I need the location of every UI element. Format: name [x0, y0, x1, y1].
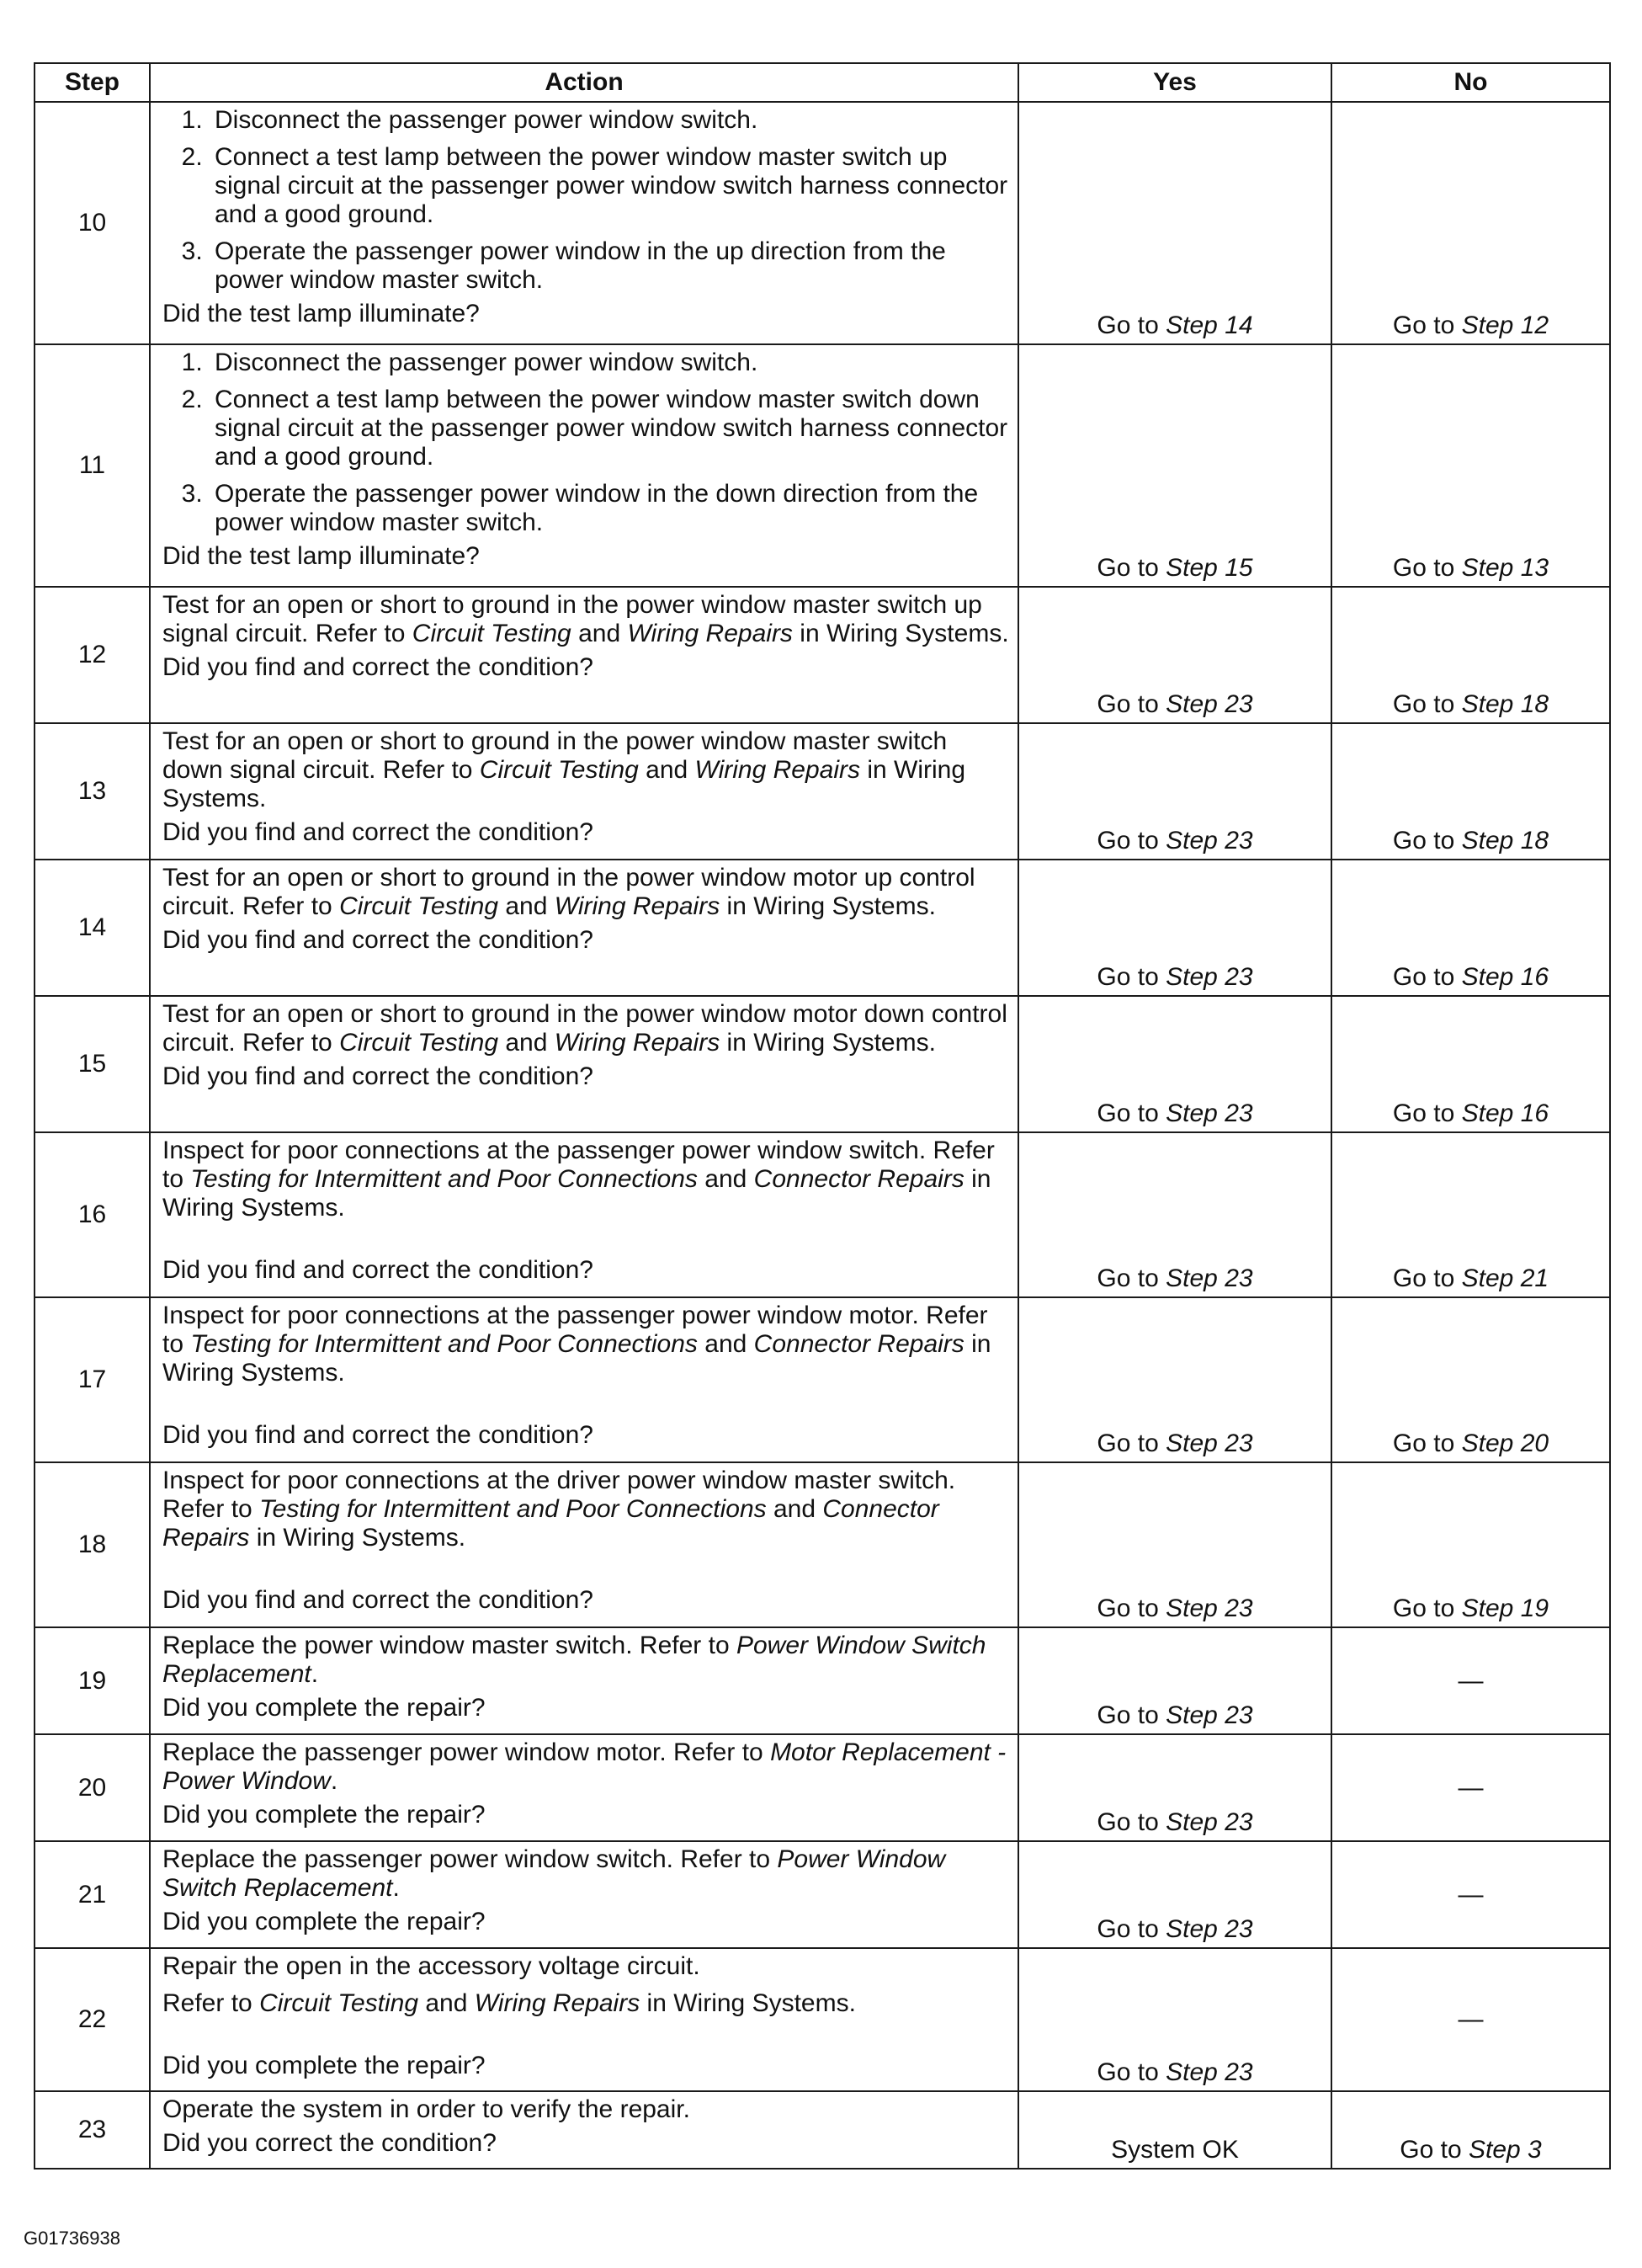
yes-cell [1018, 996, 1331, 1132]
goto-prefix: Go to [1392, 963, 1455, 991]
goto-prefix: Go to [1392, 554, 1455, 582]
sub-step-list [162, 349, 1009, 537]
reference-link[interactable]: Testing for Intermittent and Poor Connections [190, 1165, 698, 1193]
reference-link[interactable]: Circuit Testing [339, 1029, 499, 1057]
reference-link[interactable]: Circuit Testing [339, 892, 499, 920]
text-segment: . [311, 1660, 319, 1688]
text-segment: Replace the passenger power window switch. Refer to [162, 1845, 778, 1873]
goto-prefix: Go to [1392, 1595, 1455, 1622]
action-text [162, 1000, 1009, 1057]
no-cell [1331, 1132, 1610, 1297]
action-cell [150, 1734, 1018, 1841]
goto-step-ref: Step 15 [1166, 554, 1253, 582]
reference-link[interactable]: Motor Replacement - Power Window [162, 1738, 1007, 1795]
goto-step-ref: Step 23 [1166, 1915, 1253, 1943]
text-segment: and [418, 1989, 475, 2017]
yes-cell [1018, 587, 1331, 723]
table-row [35, 1132, 1610, 1297]
sub-step: 2. Connect a test lamp between the power window master switch down signal circuit at the passenger power window switch harness connector and a good ground. [210, 386, 1009, 471]
reference-link[interactable]: Circuit Testing [259, 1989, 419, 2017]
text-segment: and [498, 892, 555, 920]
yes-cell [1018, 1841, 1331, 1948]
goto-prefix: Go to [1392, 1429, 1455, 1457]
yes-cell [1018, 1297, 1331, 1462]
text-segment: and [638, 756, 695, 784]
header-no: No [1331, 63, 1610, 102]
no-cell [1331, 1462, 1610, 1627]
goto-prefix: Go to [1400, 2136, 1462, 2164]
goto-step-ref: Step 23 [1166, 1099, 1253, 1127]
action-text [162, 1467, 1009, 1552]
text-segment: in Wiring Systems. [720, 892, 936, 920]
action-text [162, 1632, 1009, 1689]
text-segment: Test for an open or short to ground in the power window motor down control circuit. Refer to [162, 1000, 1007, 1057]
yes-cell [1018, 1734, 1331, 1841]
no-cell-dash: — [1331, 1841, 1610, 1948]
header-yes: Yes [1018, 63, 1331, 102]
question: Did you find and correct the condition? [162, 818, 593, 846]
no-cell-dash: — [1331, 1948, 1610, 2091]
goto-step-ref: Step 23 [1166, 963, 1253, 991]
action-text [162, 727, 1009, 813]
action-text [162, 864, 1009, 921]
reference-link[interactable]: Circuit Testing [479, 756, 639, 784]
no-cell [1331, 587, 1610, 723]
goto-prefix: Go to [1392, 1264, 1455, 1292]
step-number: 20 [35, 1734, 150, 1841]
table-row [35, 723, 1610, 860]
goto-step-ref: Step 16 [1461, 1099, 1549, 1127]
step-number: 22 [35, 1948, 150, 2091]
text-segment: in Wiring Systems. [640, 1989, 856, 2017]
action-cell [150, 1462, 1018, 1627]
table-row [35, 102, 1610, 344]
question: Did you complete the repair? [162, 2052, 486, 2079]
text-segment: Test for an open or short to ground in the power window motor up control circuit. Refer to [162, 864, 975, 920]
goto-prefix: Go to [1097, 1595, 1159, 1622]
text-segment: . [392, 1874, 400, 1902]
yes-cell [1018, 723, 1331, 860]
step-number: 19 [35, 1627, 150, 1734]
goto-step-ref: Step 23 [1166, 1429, 1253, 1457]
table-row [35, 860, 1610, 996]
reference-link[interactable]: Power Window Switch Replacement [162, 1632, 986, 1688]
text-segment: in Wiring Systems. [720, 1029, 936, 1057]
table-row [35, 2091, 1610, 2169]
step-number: 16 [35, 1132, 150, 1297]
goto-prefix: Go to [1097, 554, 1159, 582]
reference-link[interactable]: Wiring Repairs [554, 892, 720, 920]
reference-link[interactable]: Connector Repairs [753, 1165, 964, 1193]
table-row [35, 1948, 1610, 2091]
action-text: Operate the system in order to verify the repair. [162, 2095, 690, 2123]
sub-step: 1. Disconnect the passenger power window switch. [210, 349, 1009, 377]
yes-cell [1018, 1948, 1331, 2091]
action-cell [150, 344, 1018, 587]
no-cell [1331, 344, 1610, 587]
text-segment: Replace the power window master switch. Refer to [162, 1632, 736, 1659]
goto-prefix: Go to [1097, 1808, 1159, 1836]
action-cell [150, 1841, 1018, 1948]
reference-link[interactable]: Connector Repairs [162, 1495, 939, 1552]
question: Did you find and correct the condition? [162, 653, 593, 681]
table-row [35, 1297, 1610, 1462]
action-cell [150, 996, 1018, 1132]
yes-cell: System OK [1018, 2091, 1331, 2169]
question: Did the test lamp illuminate? [162, 542, 480, 570]
text-segment: and [498, 1029, 555, 1057]
step-number: 15 [35, 996, 150, 1132]
text-segment: and [571, 620, 628, 647]
goto-step-ref: Step 21 [1461, 1264, 1549, 1292]
text-segment: Test for an open or short to ground in the power window master switch up signal circuit. Refer to [162, 591, 982, 647]
text-segment: Inspect for poor connections at the passenger power window switch. Refer to [162, 1137, 995, 1193]
goto-step-ref: Step 23 [1166, 690, 1253, 718]
question: Did you complete the repair? [162, 1694, 486, 1722]
text-segment: and [697, 1330, 754, 1358]
goto-step-ref: Step 19 [1461, 1595, 1549, 1622]
table-row [35, 1841, 1610, 1948]
action-cell [150, 1297, 1018, 1462]
action-cell [150, 1948, 1018, 2091]
goto-step-ref: Step 13 [1461, 554, 1549, 582]
goto-prefix: Go to [1097, 963, 1159, 991]
goto-prefix: Go to [1097, 2058, 1159, 2086]
sub-step: 1. Disconnect the passenger power window switch. [210, 106, 1009, 135]
goto-step-ref: Step 14 [1166, 311, 1253, 339]
table-row [35, 1627, 1610, 1734]
yes-cell [1018, 1132, 1331, 1297]
no-cell [1331, 2091, 1610, 2169]
question: Did the test lamp illuminate? [162, 300, 480, 327]
yes-cell [1018, 344, 1331, 587]
step-number: 23 [35, 2091, 150, 2169]
table-row [35, 1462, 1610, 1627]
step-number: 11 [35, 344, 150, 587]
no-cell [1331, 1297, 1610, 1462]
no-cell-dash: — [1331, 1627, 1610, 1734]
header-row [35, 63, 1610, 102]
goto-prefix: Go to [1097, 1429, 1159, 1457]
question: Did you correct the condition? [162, 2129, 497, 2157]
no-cell [1331, 723, 1610, 860]
reference-link[interactable]: Circuit Testing [412, 620, 571, 647]
text-segment: . [330, 1767, 338, 1795]
action-cell [150, 1627, 1018, 1734]
no-cell-dash: — [1331, 1734, 1610, 1841]
goto-step-ref: Step 23 [1166, 2058, 1253, 2086]
text-segment: in Wiring Systems. [792, 620, 1009, 647]
text-segment: in Wiring Systems. [162, 756, 966, 812]
goto-prefix: Go to [1392, 311, 1455, 339]
goto-prefix: Go to [1097, 311, 1159, 339]
sub-step: 3. Operate the passenger power window in the down direction from the power window master switch. [210, 480, 1009, 537]
header-step: Step [35, 63, 150, 102]
reference-link[interactable]: Power Window Switch Replacement [162, 1845, 946, 1902]
goto-step-ref: Step 3 [1468, 2136, 1542, 2164]
step-number: 12 [35, 587, 150, 723]
action-cell [150, 723, 1018, 860]
text-segment: Test for an open or short to ground in the power window master switch down signal circuit. Refer to [162, 727, 948, 784]
diagnostic-table [34, 62, 1611, 2170]
question: Did you find and correct the condition? [162, 1062, 593, 1090]
action-cell [150, 1132, 1018, 1297]
goto-prefix: Go to [1097, 690, 1159, 718]
figure-id: G01736938 [24, 2228, 120, 2249]
goto-step-ref: Step 23 [1166, 827, 1253, 854]
action-cell [150, 102, 1018, 344]
no-cell [1331, 860, 1610, 996]
goto-step-ref: Step 23 [1166, 1264, 1253, 1292]
sub-step: 2. Connect a test lamp between the power window master switch up signal circuit at the passenger power window switch harness connector and a good ground. [210, 143, 1009, 229]
goto-prefix: Go to [1097, 1701, 1159, 1729]
text-segment: Replace the passenger power window motor. Refer to [162, 1738, 771, 1766]
goto-prefix: Go to [1392, 1099, 1455, 1127]
action-text [162, 1302, 1009, 1387]
goto-step-ref: Step 12 [1461, 311, 1549, 339]
reference-link[interactable]: Wiring Repairs [554, 1029, 720, 1057]
action-cell [150, 2091, 1018, 2169]
no-cell [1331, 996, 1610, 1132]
action-text [162, 1137, 1009, 1222]
goto-step-ref: Step 23 [1166, 1701, 1253, 1729]
step-number: 21 [35, 1841, 150, 1948]
step-number: 17 [35, 1297, 150, 1462]
reference-link[interactable]: Wiring Repairs [474, 1989, 640, 2017]
step-number: 18 [35, 1462, 150, 1627]
goto-step-ref: Step 18 [1461, 827, 1549, 854]
reference-link[interactable]: Testing for Intermittent and Poor Connections [259, 1495, 767, 1523]
goto-step-ref: Step 20 [1461, 1429, 1549, 1457]
table-row [35, 996, 1610, 1132]
action-text [162, 591, 1009, 648]
goto-step-ref: Step 23 [1166, 1808, 1253, 1836]
action-text [162, 1989, 1009, 2018]
goto-prefix: Go to [1097, 1099, 1159, 1127]
text-segment: Refer to [162, 1989, 260, 2017]
text-segment: and [697, 1165, 754, 1193]
goto-prefix: Go to [1097, 827, 1159, 854]
action-text [162, 1845, 1009, 1903]
goto-prefix: Go to [1097, 1915, 1159, 1943]
goto-step-ref: Step 16 [1461, 963, 1549, 991]
action-cell [150, 860, 1018, 996]
question: Did you find and correct the condition? [162, 1421, 593, 1449]
action-text [162, 1738, 1009, 1796]
reference-link[interactable]: Wiring Repairs [627, 620, 793, 647]
reference-link[interactable]: Testing for Intermittent and Poor Connections [190, 1330, 698, 1358]
text-segment: in Wiring Systems. [162, 1165, 991, 1222]
goto-step-ref: Step 23 [1166, 1595, 1253, 1622]
action-cell [150, 587, 1018, 723]
question: Did you find and correct the condition? [162, 926, 593, 954]
text-segment: Inspect for poor connections at the driver power window master switch. Refer to [162, 1467, 956, 1523]
yes-cell [1018, 1627, 1331, 1734]
question: Did you find and correct the condition? [162, 1256, 593, 1284]
question: Did you find and correct the condition? [162, 1586, 593, 1614]
yes-cell [1018, 860, 1331, 996]
reference-link[interactable]: Connector Repairs [753, 1330, 964, 1358]
step-number: 13 [35, 723, 150, 860]
text-segment: in Wiring Systems. [162, 1330, 991, 1387]
text-segment: and [766, 1495, 823, 1523]
yes-cell [1018, 1462, 1331, 1627]
question: Did you complete the repair? [162, 1801, 486, 1829]
action-text: Repair the open in the accessory voltage circuit. [162, 1952, 700, 1980]
table-row [35, 1734, 1610, 1841]
table-row [35, 587, 1610, 723]
sub-step: 3. Operate the passenger power window in the up direction from the power window master switch. [210, 237, 1009, 295]
reference-link[interactable]: Wiring Repairs [694, 756, 860, 784]
text-segment: in Wiring Systems. [249, 1524, 466, 1552]
text-segment: Inspect for poor connections at the passenger power window motor. Refer to [162, 1302, 988, 1358]
header-action: Action [150, 63, 1018, 102]
step-number: 14 [35, 860, 150, 996]
step-number: 10 [35, 102, 150, 344]
sub-step-list [162, 106, 1009, 295]
goto-prefix: Go to [1392, 827, 1455, 854]
goto-prefix: Go to [1097, 1264, 1159, 1292]
yes-cell [1018, 102, 1331, 344]
question: Did you complete the repair? [162, 1908, 486, 1935]
goto-prefix: Go to [1392, 690, 1455, 718]
goto-step-ref: Step 18 [1461, 690, 1549, 718]
table-row [35, 344, 1610, 587]
no-cell [1331, 102, 1610, 344]
